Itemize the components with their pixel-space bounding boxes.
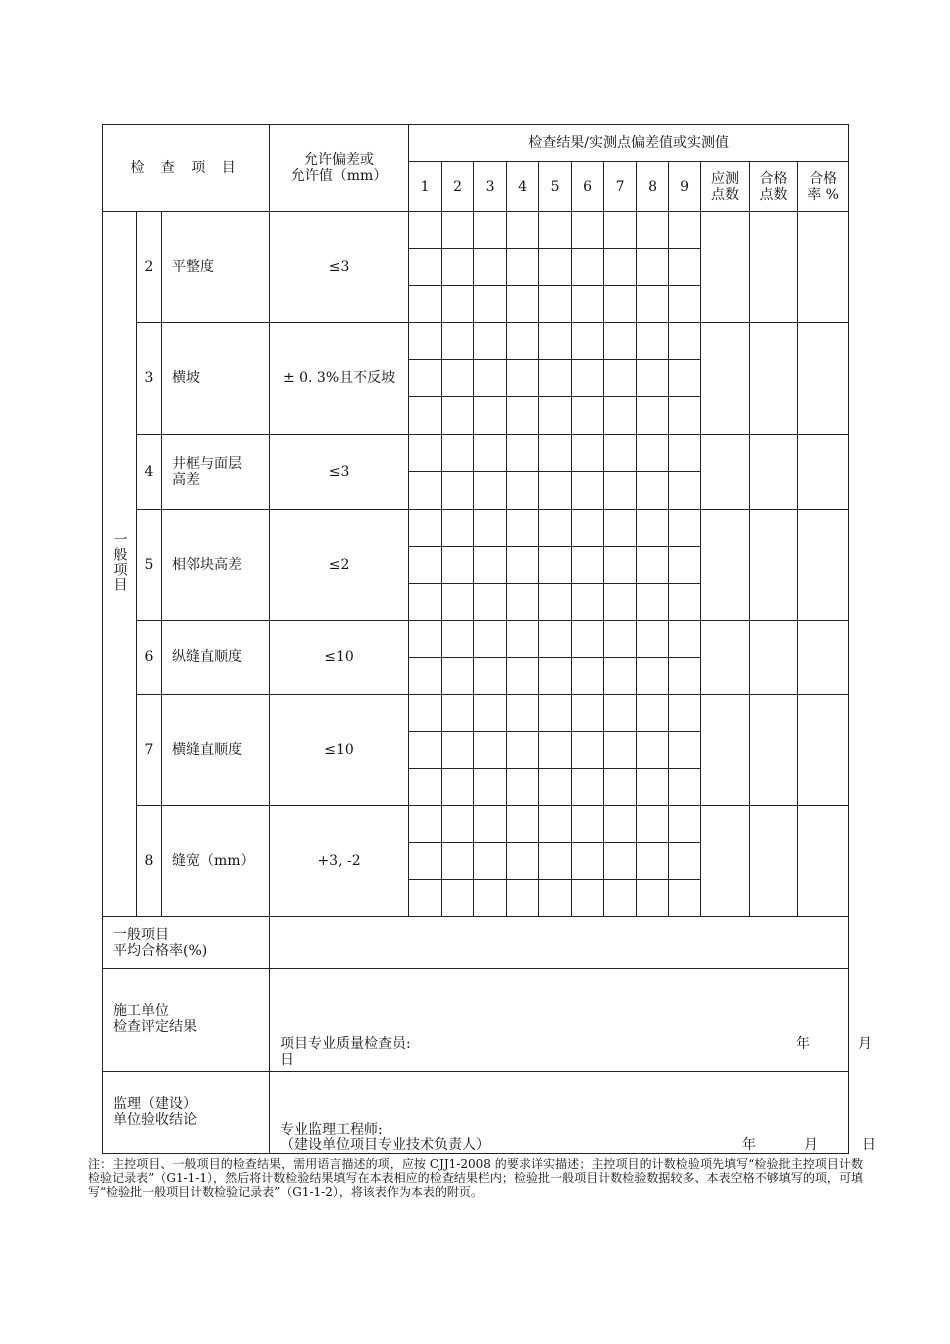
passed-points-cell[interactable] (750, 806, 798, 917)
cell[interactable] (474, 546, 507, 583)
cell[interactable] (507, 732, 539, 769)
header-results: 检查结果/实测点偏差值或实测值 (409, 125, 849, 162)
item-no: 8 (137, 806, 162, 917)
cell[interactable] (409, 323, 442, 360)
cell[interactable] (637, 583, 669, 620)
cell[interactable] (507, 546, 539, 583)
cell[interactable] (474, 843, 507, 880)
cell[interactable] (539, 360, 572, 397)
cell[interactable] (604, 657, 637, 694)
cell[interactable] (474, 806, 507, 843)
cell[interactable] (604, 806, 637, 843)
cell[interactable] (442, 880, 474, 917)
expected-points-cell[interactable] (701, 212, 750, 323)
cell[interactable] (442, 471, 474, 509)
cell[interactable] (474, 620, 507, 657)
cell[interactable] (409, 694, 442, 731)
cell[interactable] (442, 212, 474, 249)
cell[interactable] (474, 769, 507, 806)
item-no: 3 (137, 323, 162, 434)
category-general-items: 一般项目 (103, 212, 137, 917)
cell[interactable] (474, 657, 507, 694)
cell[interactable] (474, 880, 507, 917)
cell[interactable] (572, 583, 604, 620)
cell[interactable] (637, 249, 669, 286)
item-no: 5 (137, 509, 162, 620)
cell[interactable] (442, 694, 474, 731)
item-name: 横缝直顺度 (162, 694, 270, 805)
cell[interactable] (409, 286, 442, 323)
cell[interactable] (507, 471, 539, 509)
cell[interactable] (637, 732, 669, 769)
cell[interactable] (539, 806, 572, 843)
cell[interactable] (604, 694, 637, 731)
point-header: 6 (572, 162, 604, 212)
expected-points-cell[interactable] (701, 694, 750, 805)
passed-points-cell[interactable] (750, 620, 798, 694)
cell[interactable] (669, 212, 701, 249)
cell[interactable] (474, 509, 507, 546)
cell[interactable] (442, 657, 474, 694)
inspector-label: 项目专业质量检查员: (280, 1036, 411, 1053)
cell[interactable] (669, 806, 701, 843)
cell[interactable] (604, 843, 637, 880)
cell[interactable] (572, 212, 604, 249)
footnote: 注：主控项目、一般项目的检查结果，需用语言描述的项，应按 CJJ1-2008 的要求详实描述；主控项目的计数检验项先填写“检验批主控项目计数检验记录表”（G1-1-1），然后将计数检验结果填写在本表相应的检查结果栏内；检验批一般项目计数检验数据较多、本表空格不够填写的项，可填写“检验批一般项目计数检验记录表”（G1-1-2），将该表作为本表的附页。 (88, 1157, 863, 1199)
point-header: 4 (507, 162, 539, 212)
pass-rate-cell[interactable] (798, 509, 849, 620)
cell[interactable] (637, 657, 669, 694)
cell[interactable] (507, 397, 539, 434)
point-header: 5 (539, 162, 572, 212)
contractor-month: 月 (858, 1036, 873, 1053)
cell[interactable] (539, 509, 572, 546)
cell[interactable] (539, 694, 572, 731)
item-name: 相邻块高差 (162, 509, 270, 620)
cell[interactable] (409, 434, 442, 471)
cell[interactable] (474, 212, 507, 249)
cell[interactable] (604, 583, 637, 620)
contractor-day: 日 (280, 1052, 295, 1069)
cell[interactable] (409, 249, 442, 286)
cell[interactable] (539, 583, 572, 620)
cell[interactable] (669, 769, 701, 806)
item-no: 2 (137, 212, 162, 323)
cell[interactable] (572, 471, 604, 509)
cell[interactable] (539, 546, 572, 583)
expected-points-header: 应测 点数 (701, 162, 750, 212)
cell[interactable] (474, 434, 507, 471)
passed-points-header: 合格 点数 (750, 162, 798, 212)
cell[interactable] (669, 471, 701, 509)
cell[interactable] (474, 360, 507, 397)
cell[interactable] (604, 397, 637, 434)
item-no: 6 (137, 620, 162, 694)
cell[interactable] (409, 880, 442, 917)
cell[interactable] (442, 806, 474, 843)
supervisor-label: 监理（建设） 单位验收结论 (103, 1071, 270, 1153)
cell[interactable] (604, 880, 637, 917)
pass-rate-cell[interactable] (798, 620, 849, 694)
cell[interactable] (572, 620, 604, 657)
cell[interactable] (669, 397, 701, 434)
cell[interactable] (442, 286, 474, 323)
supervisor-day: 日 (862, 1136, 877, 1153)
cell[interactable] (507, 880, 539, 917)
cell[interactable] (539, 323, 572, 360)
item-tolerance: ≤10 (270, 620, 409, 694)
cell[interactable] (507, 249, 539, 286)
cell[interactable] (669, 694, 701, 731)
cell[interactable] (604, 249, 637, 286)
contractor-result[interactable] (270, 969, 873, 1071)
supervisor-month: 月 (804, 1136, 819, 1153)
passed-points-cell[interactable] (750, 434, 798, 509)
cell[interactable] (442, 249, 474, 286)
cell[interactable] (442, 620, 474, 657)
cell[interactable] (409, 732, 442, 769)
point-header: 8 (637, 162, 669, 212)
item-tolerance: ≤3 (270, 434, 409, 509)
cell[interactable] (507, 806, 539, 843)
pass-rate-cell[interactable] (798, 434, 849, 509)
contractor-year: 年 (796, 1036, 811, 1053)
point-header: 9 (669, 162, 701, 212)
cell[interactable] (539, 212, 572, 249)
cell[interactable] (539, 286, 572, 323)
cell[interactable] (637, 397, 669, 434)
cell[interactable] (637, 880, 669, 917)
cell[interactable] (409, 583, 442, 620)
cell[interactable] (442, 546, 474, 583)
cell[interactable] (669, 323, 701, 360)
cell[interactable] (572, 657, 604, 694)
cell[interactable] (669, 620, 701, 657)
point-header: 1 (409, 162, 442, 212)
cell[interactable] (669, 546, 701, 583)
cell[interactable] (637, 471, 669, 509)
cell[interactable] (507, 286, 539, 323)
cell[interactable] (669, 880, 701, 917)
cell[interactable] (637, 806, 669, 843)
cell[interactable] (474, 397, 507, 434)
cell[interactable] (539, 843, 572, 880)
cell[interactable] (442, 732, 474, 769)
passed-points-cell[interactable] (750, 509, 798, 620)
cell[interactable] (442, 583, 474, 620)
cell[interactable] (604, 434, 637, 471)
cell[interactable] (539, 732, 572, 769)
cell[interactable] (572, 434, 604, 471)
cell[interactable] (409, 546, 442, 583)
cell[interactable] (637, 769, 669, 806)
cell[interactable] (507, 843, 539, 880)
cell[interactable] (442, 323, 474, 360)
cell[interactable] (604, 620, 637, 657)
cell[interactable] (409, 212, 442, 249)
cell[interactable] (409, 397, 442, 434)
cell[interactable] (442, 769, 474, 806)
cell[interactable] (572, 843, 604, 880)
cell[interactable] (539, 471, 572, 509)
cell[interactable] (669, 657, 701, 694)
expected-points-cell[interactable] (701, 620, 750, 694)
cell[interactable] (474, 732, 507, 769)
item-tolerance: ± 0. 3%且不反坡 (270, 323, 409, 434)
cell[interactable] (539, 620, 572, 657)
point-header: 2 (442, 162, 474, 212)
cell[interactable] (539, 769, 572, 806)
item-tolerance: ≤3 (270, 212, 409, 323)
item-name: 缝宽（mm） (162, 806, 270, 917)
cell[interactable] (669, 360, 701, 397)
passed-points-cell[interactable] (750, 694, 798, 805)
cell[interactable] (442, 434, 474, 471)
cell[interactable] (409, 843, 442, 880)
cell[interactable] (572, 806, 604, 843)
cell[interactable] (539, 657, 572, 694)
cell[interactable] (474, 694, 507, 731)
expected-points-cell[interactable] (701, 323, 750, 434)
cell[interactable] (409, 509, 442, 546)
cell[interactable] (507, 769, 539, 806)
cell[interactable] (539, 397, 572, 434)
point-header: 7 (604, 162, 637, 212)
item-name: 井框与面层 高差 (162, 434, 270, 509)
cell[interactable] (572, 323, 604, 360)
cell[interactable] (637, 546, 669, 583)
pass-rate-cell[interactable] (798, 212, 849, 323)
cell[interactable] (507, 620, 539, 657)
cell[interactable] (572, 509, 604, 546)
cell[interactable] (507, 360, 539, 397)
cell[interactable] (572, 732, 604, 769)
item-no: 4 (137, 434, 162, 509)
avg-pass-rate-value[interactable] (270, 917, 849, 969)
supervisor-year: 年 (742, 1136, 757, 1153)
cell[interactable] (572, 249, 604, 286)
cell[interactable] (604, 546, 637, 583)
pass-rate-cell[interactable] (798, 806, 849, 917)
item-tolerance: ≤2 (270, 509, 409, 620)
cell[interactable] (669, 583, 701, 620)
item-name: 纵缝直顺度 (162, 620, 270, 694)
cell[interactable] (604, 769, 637, 806)
cell[interactable] (474, 249, 507, 286)
header-tolerance: 允许偏差或 允许值（mm） (270, 125, 409, 212)
cell[interactable] (637, 286, 669, 323)
cell[interactable] (604, 732, 637, 769)
pass-rate-header: 合格 率 % (798, 162, 849, 212)
cell[interactable] (572, 397, 604, 434)
cell[interactable] (637, 509, 669, 546)
cell[interactable] (637, 694, 669, 731)
passed-points-cell[interactable] (750, 212, 798, 323)
cell[interactable] (474, 471, 507, 509)
cell[interactable] (409, 360, 442, 397)
item-name: 平整度 (162, 212, 270, 323)
cell[interactable] (604, 323, 637, 360)
item-tolerance: ≤10 (270, 694, 409, 805)
cell[interactable] (572, 546, 604, 583)
supervisor-conclusion[interactable] (270, 1071, 877, 1153)
cell[interactable] (507, 694, 539, 731)
cell[interactable] (572, 694, 604, 731)
owner-label: （建设单位项目专业技术负责人） (280, 1136, 491, 1153)
pass-rate-cell[interactable] (798, 323, 849, 434)
cell[interactable] (669, 434, 701, 471)
cell[interactable] (539, 434, 572, 471)
inspection-record-table (102, 124, 877, 1154)
cell[interactable] (572, 286, 604, 323)
cell[interactable] (539, 880, 572, 917)
cell[interactable] (507, 434, 539, 471)
expected-points-cell[interactable] (701, 509, 750, 620)
cell[interactable] (442, 843, 474, 880)
cell[interactable] (539, 249, 572, 286)
cell[interactable] (572, 769, 604, 806)
cell[interactable] (637, 212, 669, 249)
cell[interactable] (507, 583, 539, 620)
cell[interactable] (507, 509, 539, 546)
cell[interactable] (507, 323, 539, 360)
cell[interactable] (637, 620, 669, 657)
cell[interactable] (409, 769, 442, 806)
cell[interactable] (442, 397, 474, 434)
cell[interactable] (474, 286, 507, 323)
cell[interactable] (669, 286, 701, 323)
avg-pass-rate-label: 一般项目 平均合格率(%) (103, 917, 270, 969)
cell[interactable] (637, 434, 669, 471)
cell[interactable] (507, 657, 539, 694)
cell[interactable] (409, 620, 442, 657)
cell[interactable] (474, 583, 507, 620)
cell[interactable] (442, 509, 474, 546)
cell[interactable] (604, 286, 637, 323)
cell[interactable] (409, 657, 442, 694)
cell[interactable] (669, 509, 701, 546)
expected-points-cell[interactable] (701, 434, 750, 509)
expected-points-cell[interactable] (701, 806, 750, 917)
point-header: 3 (474, 162, 507, 212)
cell[interactable] (604, 509, 637, 546)
cell[interactable] (604, 212, 637, 249)
pass-rate-cell[interactable] (798, 694, 849, 805)
header-item: 检 查 项 目 (103, 125, 270, 212)
cell[interactable] (507, 212, 539, 249)
cell[interactable] (442, 360, 474, 397)
cell[interactable] (474, 323, 507, 360)
cell[interactable] (637, 843, 669, 880)
item-tolerance: +3, -2 (270, 806, 409, 917)
cell[interactable] (572, 360, 604, 397)
cell[interactable] (409, 471, 442, 509)
item-name: 横坡 (162, 323, 270, 434)
passed-points-cell[interactable] (750, 323, 798, 434)
cell[interactable] (604, 360, 637, 397)
cell[interactable] (669, 249, 701, 286)
cell[interactable] (604, 471, 637, 509)
cell[interactable] (669, 732, 701, 769)
cell[interactable] (572, 880, 604, 917)
cell[interactable] (637, 323, 669, 360)
cell[interactable] (637, 360, 669, 397)
cell[interactable] (409, 806, 442, 843)
cell[interactable] (669, 843, 701, 880)
item-no: 7 (137, 694, 162, 805)
engineer-label: 专业监理工程师: (280, 1121, 383, 1138)
contractor-label: 施工单位 检查评定结果 (103, 969, 270, 1071)
